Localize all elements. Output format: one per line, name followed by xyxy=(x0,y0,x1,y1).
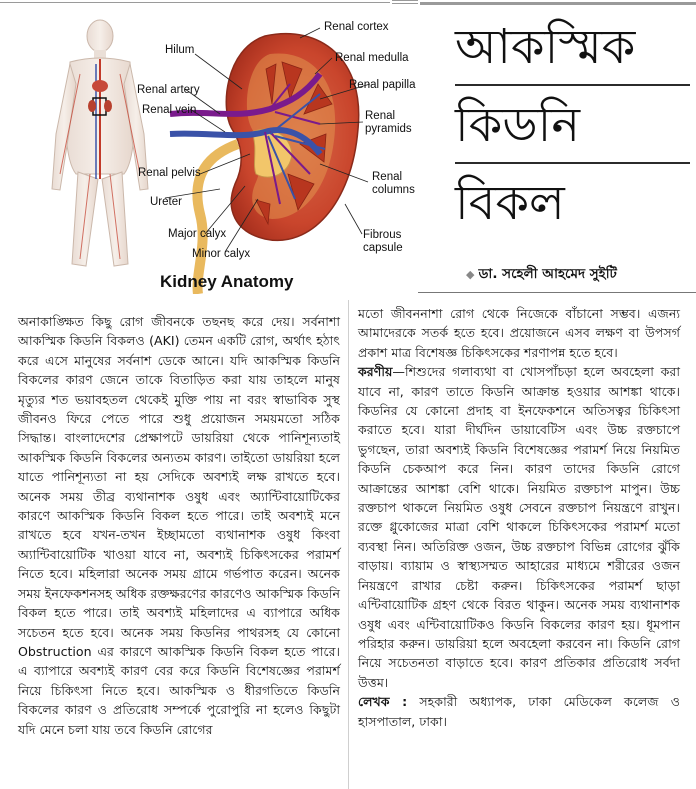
headline xyxy=(455,19,690,254)
label-renal-artery: Renal artery xyxy=(137,84,200,96)
byline-rule xyxy=(418,292,696,293)
byline xyxy=(466,263,617,286)
label-renal-vein: Renal vein xyxy=(142,104,197,116)
label-renal-pelvis: Renal pelvis xyxy=(138,167,201,179)
label-hilum: Hilum xyxy=(165,44,195,56)
label-renal-papilla: Renal papilla xyxy=(349,79,416,91)
karaniya-label: করণীয় xyxy=(358,364,393,380)
author-note xyxy=(358,692,680,731)
left-column-text: অনাকাঙ্ক্ষিত কিছু রোগ জীবনকে তছনছ করে দেয়। সর্বনাশা আকস্মিক কিডনি বিকলও (AKI) তেমন একটি রোগ, অর্থাৎ হঠাৎ করে এসে মানুষের সর্বনাশ ডেকে আনে। যদি আকস্মিক কিডনি বিকলের কারণ জেনে তাকে বিতাড়িত করা যায় তাহলে মানুষ মৃত্যুর শত ভয়াবহতল থেকেই মুক্তি পায় না বরং স্বাভাবিক সুস্থ জীবনও ফিরে পেতে পারে শুধু প্রয়োজন সময়মতো সঠিক সিদ্ধান্ত। বাংলাদেশের প্রেক্ষাপটে ডায়রিয়া থেকে পানিশূন্যতাই আকস্মিক কিডনি বিকলের অন্যতম কারণ। তাইতো ডায়রিয়া হলে যাতে পানিশূন্যতা না হয় সেদিকে অবশ্যই লক্ষ রাখতে হবে। অনেক সময় তীব্র ব্যথানাশক ওষুধ এবং অ্যান্টিবায়োটিকের কারণে আকস্মিক কিডনি বিকল হতে পারে। তাই অবশ্যই মনে রাখতে হবে যখন-তখন ইচ্ছামতো ব্যথানাশক ওষুধ কিংবা অ্যান্টিবায়োটিক খাওয়া যাবে না, অবশ্যই চিকিৎসকের পরামর্শ নিতে হবে। মহিলারা অনেক সময় গ্রামে গর্ভপাত করেন। অনেক সময় ইনফেকশনসহ অধিক রক্তক্ষরণের কারণেও আকস্মিক কিডনি বিকল হতে পারে। তাই অবশ্যই মহিলাদের এ ব্যাপারে অধিক সচেতন হতে হবে। অনেক সময় কিডনির পাথরসহ যে কোনো Obstruction এর কারণে আকস্মিক কিডনি বিকল হতে পারে। এ ব্যাপারে অবশ্যই কারণ বের করে কিডনি বিশেষজ্ঞের পরামর্শ নিয়ে চিকিৎসা নিতে হবে। আকস্মিক ও ধীরগতিতে কিডনি বিকলের কারণ ও প্রতিরোধ সম্পর্কে পুরোপুরি না হলেও কিছুটা যদি মেনে চলা যায় তবে কিডনি রোগের xyxy=(18,314,340,737)
label-fibrous-capsule-2: capsule xyxy=(363,242,403,254)
label-renal-medulla: Renal medulla xyxy=(335,52,409,64)
article-column-right xyxy=(358,304,680,731)
label-renal-columns-1: Renal xyxy=(372,171,403,183)
author-label: লেখক : xyxy=(358,694,408,710)
kidney-anatomy-figure xyxy=(20,14,416,294)
label-fibrous-capsule-1: Fibrous xyxy=(363,229,402,241)
label-renal-pyramids-1: Renal xyxy=(365,110,396,122)
figure-caption: Kidney Anatomy xyxy=(160,272,294,291)
label-renal-pyramids-2: pyramids xyxy=(365,123,412,135)
diamond-icon: ◆ xyxy=(466,268,475,281)
karaniya-paragraph xyxy=(358,362,680,692)
column-divider xyxy=(348,300,349,789)
karaniya-text: —শিশুদের গলাব্যথা বা খোসপাঁচড়া হলে অবহেলা করা যাবে না, কারণ তাতে কিডনি আক্রান্ত হওয়ার আশঙ্কা থাকে। কিডনির যে কোনো প্রদাহ বা ইনফেকশনে অতিসত্বর চিকিৎসা করাতে হবে। যারা দীর্ঘদিন ডায়াবেটিস এবং উচ্চ রক্তচাপে ভুগছেন, তারা অবশ্যই কিডনি বিশেষজ্ঞের পরামর্শ নিয়ে নিয়মিত কিডনি চেকআপ করে নিন। কারণ তাদের কিডনি রোগে আক্রান্তের আশঙ্কা বেশি থাকে। নিয়মিত রক্তচাপ মাপুন। উচ্চ রক্তচাপ থাকলে নিয়মিত ওষুধ সেবনে রক্তচাপ নিয়ন্ত্রণে রাখুন। রক্তে গ্লুকোজের মাত্রা বেশি থাকলে চিকিৎসকের পরামর্শ মতো ব্যবস্থা নিন। অতিরিক্ত ওজন, উচ্চ রক্তচাপ বিভিন্ন রোগের ঝুঁকি বাড়ায়। ব্যায়াম ও স্বাস্থ্যসম্মত আহারের মাধ্যমে শরীরের ওজন নিয়ন্ত্রণে রাখার চেষ্টা করুন। চিকিৎসকের পরামর্শ ছাড়া এন্টিবায়োটিক গ্রহণ থেকে বিরত থাকুন। অনেক সময় ব্যথানাশক ওষুধ এবং এন্টিবায়োটিকও কিডনি বিকলের কারণ হয়। ধূমপান পরিহার করুন। ডায়রিয়া হলে অবহেলা করবেন না। কিডনি রোগ নিয়ে সচেতনতা বাড়াতে হবে। কারণ প্রতিকার প্রতিরোধ সর্বদা উত্তম। xyxy=(358,364,680,690)
label-minor-calyx: Minor calyx xyxy=(192,248,251,260)
author-affiliation: সহকারী অধ্যাপক, ঢাকা মেডিকেল কলেজ ও হাসপাতাল, ঢাকা। xyxy=(358,694,681,729)
label-ureter: Ureter xyxy=(150,196,182,208)
right-column-intro: মতো জীবননাশা রোগ থেকে নিজেকে বাঁচানো সম্ভব। এজন্য আমাদেরকে সতর্ক হতে হবে। প্রয়োজনে এসব লক্ষণ বা উপসর্গ প্রকাশ মাত্র বিশেষজ্ঞ চিকিৎসকের শরণাপন্ন হতে হবে। xyxy=(358,306,680,360)
human-body xyxy=(52,20,148,266)
label-major-calyx: Major calyx xyxy=(168,228,227,240)
headline-line-3: বিকল xyxy=(455,175,565,231)
top-border xyxy=(0,0,696,10)
author-name: ডা. সহেলী আহমেদ সুইটি xyxy=(478,266,617,282)
article-column-left xyxy=(18,312,340,739)
headline-line-2: কিডনি xyxy=(455,100,690,164)
label-renal-columns-2: columns xyxy=(372,184,415,196)
label-renal-cortex: Renal cortex xyxy=(324,21,389,33)
headline-line-1: আকস্মিক xyxy=(455,22,690,86)
